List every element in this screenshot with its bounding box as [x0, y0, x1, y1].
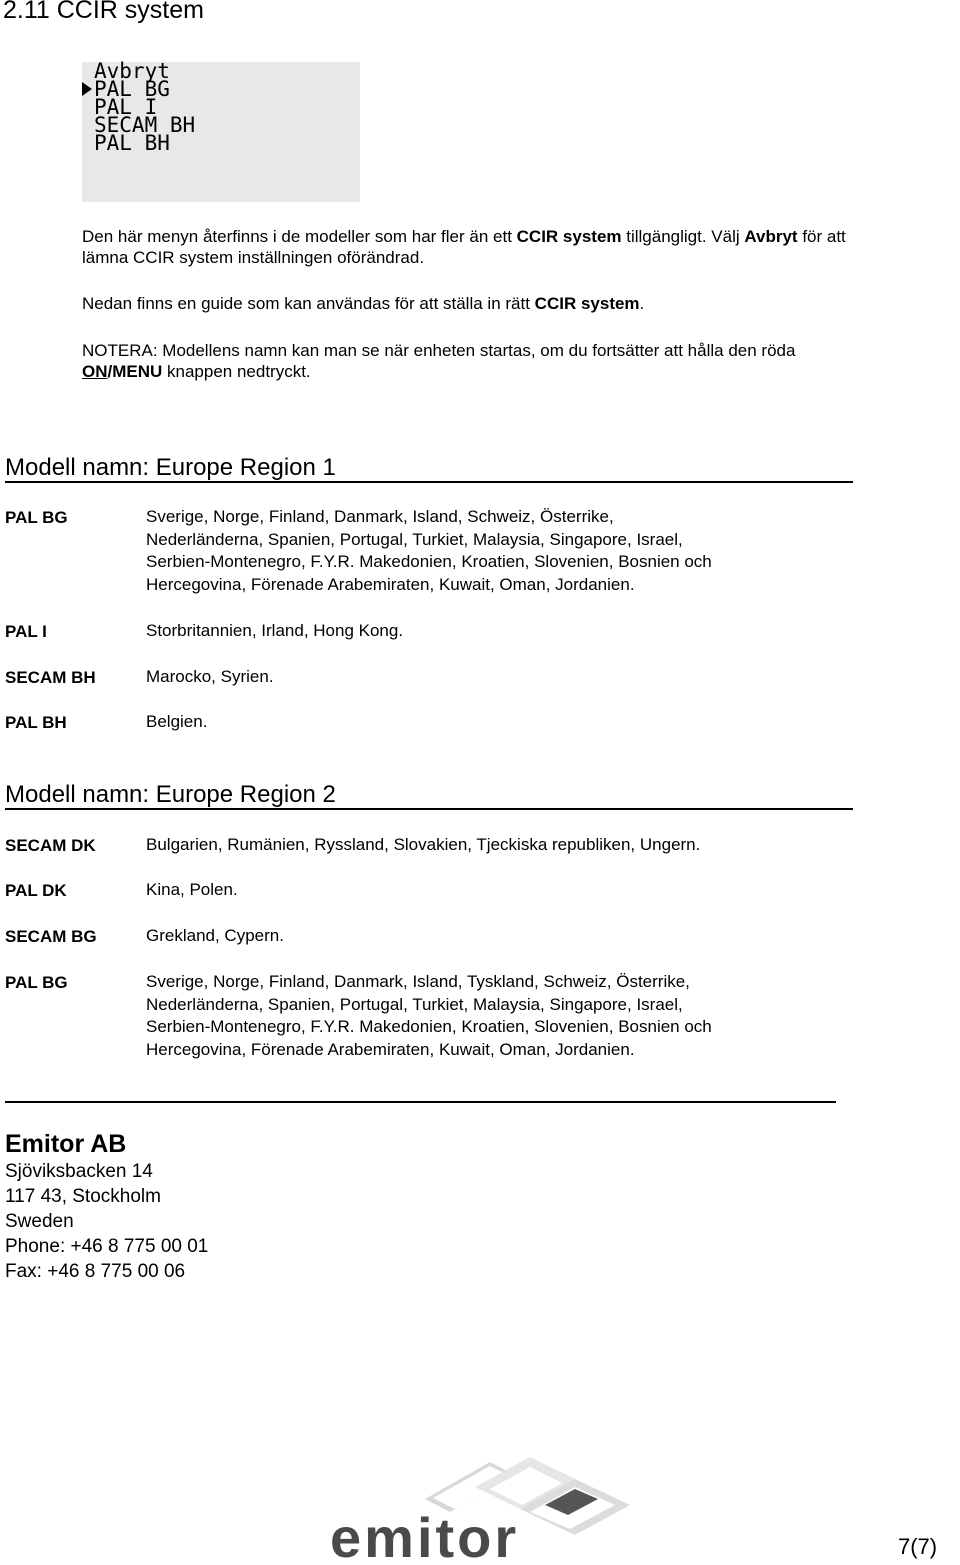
- company-address: [5, 1159, 208, 1284]
- region2-heading-rule: [5, 808, 853, 810]
- address-line: Fax: +46 8 775 00 06: [5, 1261, 186, 1282]
- ccir-code: PAL BG: [5, 508, 68, 527]
- ccir-code: PAL BG: [5, 973, 68, 992]
- country-line: Storbritannien, Irland, Hong Kong.: [146, 621, 404, 640]
- country-line: Marocko, Syrien.: [146, 667, 274, 686]
- ccir-countries: [146, 925, 846, 948]
- footer-rule: [5, 1101, 836, 1103]
- ccir-countries: [146, 620, 846, 643]
- country-line: Nederländerna, Spanien, Portugal, Turkiet, Malaysia, Singapore, Israel,: [146, 529, 683, 549]
- region1-heading-rule: [5, 481, 853, 483]
- company-name: Emitor AB: [5, 1130, 127, 1158]
- country-line: Nederländerna, Spanien, Portugal, Turkiet, Malaysia, Singapore, Israel,: [146, 994, 683, 1014]
- address-line: Sweden: [5, 1211, 74, 1232]
- address-line: Phone: +46 8 775 00 01: [5, 1236, 209, 1257]
- address-line: Sjöviksbacken 14: [5, 1161, 153, 1182]
- text-span: för att: [797, 227, 846, 246]
- ccir-code: SECAM DK: [5, 836, 96, 855]
- lcd-menu-item: PAL I: [94, 95, 158, 119]
- on-key-label: ON: [82, 362, 108, 381]
- emitor-logo: [330, 1457, 695, 1565]
- ccir-countries: [146, 879, 846, 902]
- bold-term: Avbryt: [744, 227, 798, 246]
- country-line: Hercegovina, Förenade Arabemiraten, Kuwait, Oman, Jordanien.: [146, 1039, 635, 1059]
- country-line: Serbien-Montenegro, F.Y.R. Makedonien, Kroatien, Slovenien, Bosnien och: [146, 1017, 712, 1036]
- note-paragraph: [82, 340, 960, 382]
- text-span: Nedan finns en guide som kan användas för att ställa in rätt: [82, 294, 535, 313]
- country-line: Bulgarien, Rumänien, Ryssland, Slovakien, Tjeckiska republiken, Ungern.: [146, 835, 701, 854]
- region1-heading: Modell namn: Europe Region 1: [5, 454, 336, 481]
- text-line: NOTERA: Modellens namn kan man se när enheten startas, om du fortsätter att hålla den röda: [82, 341, 796, 360]
- section-title: 2.11 CCIR system: [3, 0, 204, 24]
- text-line: lämna CCIR system inställningen oförändrad.: [82, 248, 425, 267]
- ccir-countries: [146, 506, 846, 596]
- ccir-code: SECAM BH: [5, 668, 96, 687]
- intro-paragraph-2: [82, 293, 960, 314]
- ccir-code: SECAM BG: [5, 927, 97, 946]
- menu-key-label: /MENU: [107, 362, 163, 381]
- ccir-code: PAL BH: [5, 713, 67, 732]
- lcd-menu-item: Avbryt: [94, 59, 170, 83]
- country-line: Grekland, Cypern.: [146, 926, 284, 945]
- region2-heading: Modell namn: Europe Region 2: [5, 781, 336, 808]
- text-span: Den här menyn återfinns i de modeller som har fler än ett: [82, 227, 517, 246]
- ccir-code: PAL DK: [5, 881, 67, 900]
- intro-paragraph-1: [82, 226, 960, 268]
- lcd-menu-item: PAL BG: [94, 77, 170, 101]
- country-line: Sverige, Norge, Finland, Danmark, Island, Tyskland, Schweiz, Österrike,: [146, 972, 690, 991]
- ccir-countries: [146, 971, 846, 1061]
- lcd-menu-display: [82, 59, 360, 202]
- ccir-countries: [146, 834, 846, 857]
- ccir-code: PAL I: [5, 622, 47, 641]
- lcd-menu-item: PAL BH: [94, 131, 170, 155]
- ccir-countries: [146, 666, 846, 689]
- page-number: 7(7): [898, 1534, 938, 1559]
- bold-term: CCIR system: [534, 294, 640, 313]
- address-line: 117 43, Stockholm: [5, 1186, 161, 1207]
- lcd-menu-list: [94, 59, 196, 155]
- country-line: Hercegovina, Förenade Arabemiraten, Kuwait, Oman, Jordanien.: [146, 574, 635, 594]
- country-line: Sverige, Norge, Finland, Danmark, Island, Schweiz, Österrike,: [146, 507, 614, 526]
- ccir-countries: [146, 711, 846, 734]
- text-span: tillgängligt. Välj: [621, 227, 745, 246]
- country-line: Serbien-Montenegro, F.Y.R. Makedonien, Kroatien, Slovenien, Bosnien och: [146, 552, 712, 571]
- selection-arrow-icon: [82, 82, 92, 96]
- text-span: knappen nedtryckt.: [162, 362, 311, 381]
- country-line: Kina, Polen.: [146, 880, 238, 899]
- country-line: Belgien.: [146, 712, 208, 731]
- text-span: .: [639, 294, 645, 313]
- bold-term: CCIR system: [516, 227, 622, 246]
- lcd-menu-item: SECAM BH: [94, 113, 196, 137]
- logo-wordmark: emitor: [330, 1506, 520, 1565]
